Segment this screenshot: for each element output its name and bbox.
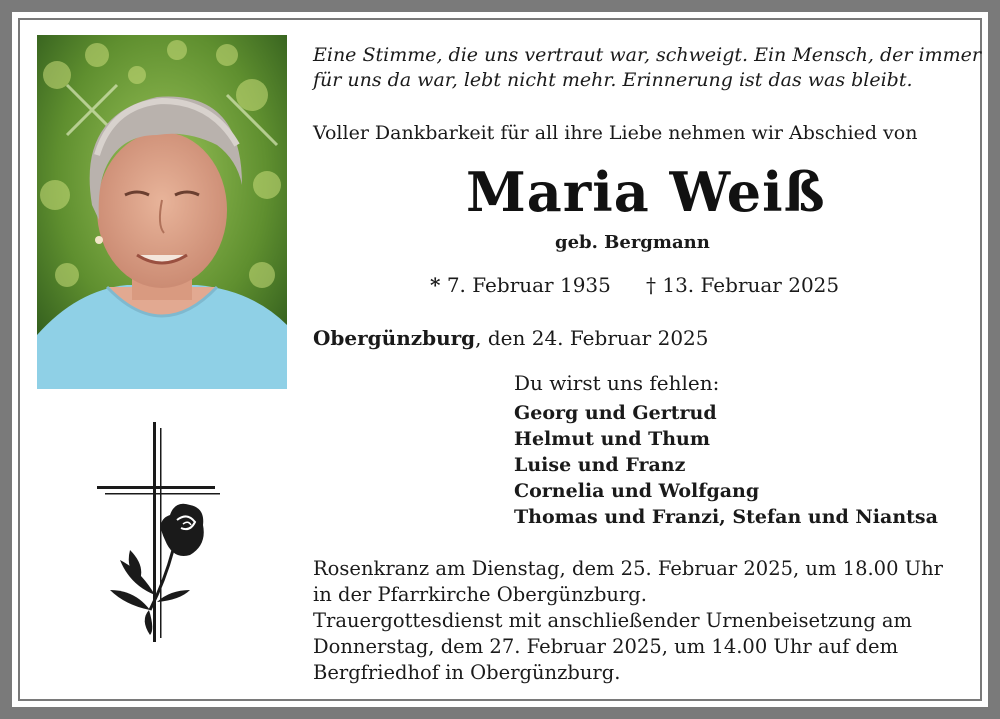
death-date [646,272,839,298]
notice-date: , den 24. Februar 2025 [475,326,709,350]
place-name: Obergünzburg [313,326,476,350]
service-line-4: Donnerstag, dem 27. Februar 2025, um 14.00 Uhr auf dem [313,635,899,658]
mourner-1: Georg und Gertrud [514,402,717,424]
mourner-2: Helmut und Thum [514,428,710,450]
service-line-5: Bergfriedhof in Obergünzburg. [313,661,621,684]
place-date [313,325,709,351]
mourner-4: Cornelia und Wolfgang [514,480,760,502]
deceased-name: Maria Weiß [466,160,826,224]
service-line-2: in der Pfarrkirche Obergünzburg. [313,583,647,606]
death-date-text: 13. Februar 2025 [662,273,840,297]
missed-line: Du wirst uns fehlen: [514,371,720,395]
maiden-name: geb. Bergmann [555,232,710,253]
cross-with-rose-icon [95,420,225,645]
birth-date [430,272,611,298]
intro-text: Voller Dankbarkeit für all ihre Liebe nehmen wir Abschied von [313,122,918,144]
quote-line-1: Eine Stimme, die uns vertraut war, schweigt. Ein Mensch, der immer [313,44,981,66]
death-symbol-icon: † [646,273,656,297]
portrait-photo [37,35,287,389]
mourner-3: Luise und Franz [514,454,686,476]
birth-date-text: 7. Februar 1935 [446,273,611,297]
service-line-3: Trauergottesdienst mit anschließender Urnenbeisetzung am [313,609,913,632]
quote-line-2: für uns da war, lebt nicht mehr. Erinnerung ist das was bleibt. [313,69,913,91]
service-line-1: Rosenkranz am Dienstag, dem 25. Februar 2025, um 18.00 Uhr [313,557,943,580]
mourner-5: Thomas und Franzi, Stefan und Niantsa [514,506,938,528]
birth-symbol-icon: * [430,273,441,297]
